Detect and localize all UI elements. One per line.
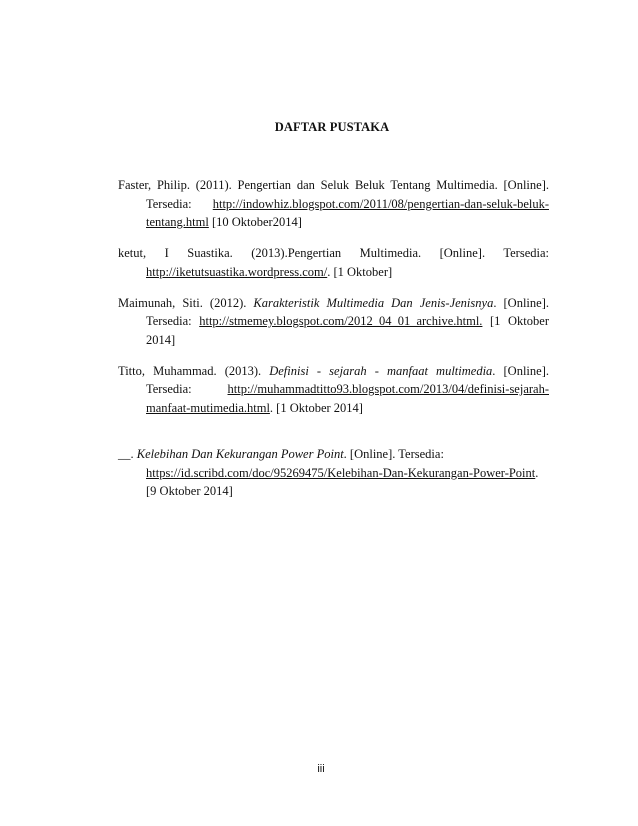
reference-list bbox=[118, 176, 549, 511]
reference-title: Kelebihan Dan Kekurangan Power Point bbox=[136, 447, 344, 461]
reference-url-link[interactable]: http://iketutsuastika.wordpress.com/ bbox=[146, 264, 328, 279]
reference-item-ketut bbox=[118, 244, 549, 281]
reference-text: . [Online]. Tersedia: bbox=[146, 295, 549, 328]
reference-text: . [Online]. Tersedia: bbox=[146, 363, 549, 396]
reference-author: __. bbox=[118, 447, 137, 461]
reference-title: Definisi - sejarah - manfaat multimedia bbox=[269, 363, 493, 378]
reference-author: Maimunah, Siti. (2012). bbox=[118, 295, 254, 310]
reference-text: Faster, Philip. (2011). Pengertian dan Seluk Beluk Tentang Multimedia. [Online]. Tersedia: bbox=[118, 178, 549, 211]
reference-title: Karakteristik Multimedia Dan Jenis-Jenisnya bbox=[253, 295, 494, 310]
reference-item-powerpoint bbox=[118, 445, 549, 501]
reference-url-link[interactable]: https://id.scribd.com/doc/95269475/Kelebihan-Dan-Kekurangan-Power-Point bbox=[146, 465, 536, 480]
page-title: DAFTAR PUSTAKA bbox=[274, 120, 390, 134]
reference-access-date: [1 Oktober 2014] bbox=[146, 314, 549, 347]
reference-url-link[interactable]: http://indowhiz.blogspot.com/2011/08/pengertian-dan-seluk-beluk-tentang.html bbox=[146, 196, 549, 229]
reference-access-date: . [1 Oktober] bbox=[327, 264, 393, 279]
reference-access-date: [10 Oktober2014] bbox=[208, 215, 302, 229]
reference-item-maimunah bbox=[118, 294, 549, 350]
reference-item-titto bbox=[118, 362, 549, 418]
reference-access-date: . [1 Oktober 2014] bbox=[269, 400, 363, 415]
reference-text: . [Online]. Tersedia: bbox=[343, 447, 444, 461]
reference-item-faster bbox=[118, 176, 549, 232]
reference-url-link[interactable]: http://stmemey.blogspot.com/2012_04_01_archive.html. bbox=[199, 314, 483, 328]
page-number: iii bbox=[317, 763, 325, 775]
reference-url-link[interactable]: http://muhammadtitto93.blogspot.com/2013/04/definisi-sejarah-manfaat-mutimedia.html bbox=[146, 382, 549, 415]
reference-access-date: . [9 Oktober 2014] bbox=[146, 465, 539, 498]
reference-text: ketut, I Suastika. (2013).Pengertian Multimedia. [Online]. Tersedia: bbox=[118, 246, 549, 260]
reference-author: Titto, Muhammad. (2013). bbox=[118, 363, 270, 378]
